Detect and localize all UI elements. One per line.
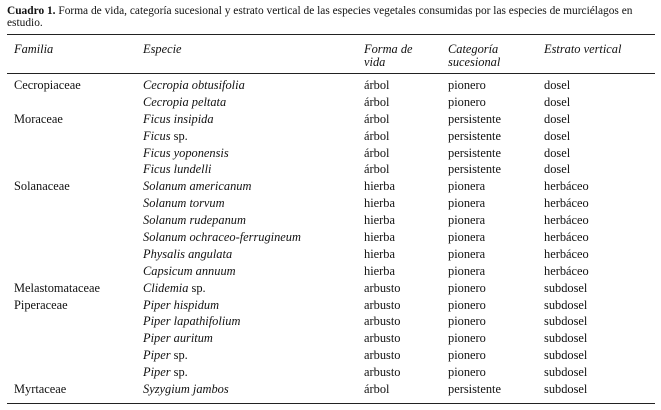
cell-categoria: pionera — [448, 179, 486, 194]
table-row — [0, 112, 661, 129]
table-row — [0, 281, 661, 298]
cell-especie — [143, 314, 240, 329]
cell-forma-de-vida: árbol — [364, 111, 390, 126]
cell-forma-de-vida: arbusto — [364, 365, 401, 380]
cell-forma-de-vida: hierba — [364, 246, 395, 261]
cell-especie-suffix: sp. — [188, 280, 206, 295]
cell-categoria: pionero — [448, 94, 486, 109]
header-forma-de-vida — [364, 43, 413, 68]
cell-estrato: subdosel — [544, 314, 588, 329]
cell-categoria: persistente — [448, 111, 501, 126]
cell-categoria: pionero — [448, 331, 486, 346]
cell-especie-name: Piper auritum — [143, 331, 213, 346]
cell-forma-de-vida: hierba — [364, 230, 395, 245]
cell-estrato: herbáceo — [544, 179, 589, 194]
table-row — [0, 78, 661, 95]
cell-forma-de-vida: hierba — [364, 196, 395, 211]
cell-especie-name: Solanum torvum — [143, 196, 225, 211]
cell-forma-de-vida: árbol — [364, 162, 390, 177]
cell-forma-de-vida: árbol — [364, 128, 390, 143]
cell-estrato: dosel — [544, 78, 571, 92]
cell-especie-name: Ficus yoponensis — [143, 145, 229, 160]
cell-estrato: herbáceo — [544, 230, 589, 245]
cell-familia: Solanaceae — [14, 179, 70, 194]
cell-estrato: subdosel — [544, 365, 588, 380]
table-row — [0, 129, 661, 146]
cell-especie-name: Syzygium jambos — [143, 382, 229, 397]
cell-especie-name: Cecropia peltata — [143, 94, 227, 109]
table-row — [0, 162, 661, 179]
table-row — [0, 247, 661, 264]
header-rule — [7, 73, 655, 74]
cell-forma-de-vida: arbusto — [364, 297, 401, 312]
cell-especie — [143, 162, 211, 177]
cell-especie — [143, 298, 219, 313]
cell-especie-name: Piper lapathifolium — [143, 314, 241, 329]
cell-estrato: dosel — [544, 94, 571, 109]
cell-categoria: pionera — [448, 213, 486, 228]
cell-categoria: pionera — [448, 263, 486, 278]
table-row — [0, 213, 661, 230]
cell-categoria: pionera — [448, 230, 486, 245]
cell-estrato: subdosel — [544, 382, 588, 397]
table-row — [0, 146, 661, 163]
top-rule — [7, 34, 655, 35]
caption-text: Forma de vida, categoría sucesional y estrato vertical de las especies vegetales consumidas por las especies de murciélagos en estudio. — [7, 5, 633, 29]
cell-categoria: persistente — [448, 382, 501, 397]
table-row — [0, 196, 661, 213]
cell-forma-de-vida: hierba — [364, 179, 395, 194]
cell-estrato: herbáceo — [544, 196, 589, 211]
cell-estrato: dosel — [544, 145, 571, 160]
cell-forma-de-vida: arbusto — [364, 314, 401, 329]
table-row — [0, 382, 661, 399]
header-forma-line1: Forma de — [364, 42, 413, 56]
cell-categoria: persistente — [448, 128, 501, 143]
cell-familia: Moraceae — [14, 111, 63, 126]
cell-especie-name: Piper hispidum — [143, 297, 220, 312]
table-row — [0, 365, 661, 382]
cell-especie-name: Piper — [143, 365, 171, 380]
cell-especie-name: Physalis angulata — [143, 246, 233, 261]
table-body — [0, 78, 661, 399]
header-categoria-line1: Categoría — [448, 42, 499, 56]
header-categoria-sucesional — [448, 43, 500, 68]
cell-especie — [143, 331, 213, 346]
table-row — [0, 298, 661, 315]
table-row — [0, 230, 661, 247]
cell-categoria: pionero — [448, 314, 486, 329]
table-row — [0, 264, 661, 281]
cell-especie — [143, 129, 188, 144]
table-row — [0, 95, 661, 112]
cell-estrato: subdosel — [544, 297, 588, 312]
cell-especie — [143, 348, 188, 363]
cell-forma-de-vida: árbol — [364, 78, 390, 92]
header-forma-line2: vida — [364, 54, 386, 69]
cell-especie — [143, 179, 251, 194]
cell-forma-de-vida: arbusto — [364, 348, 401, 363]
cell-estrato: dosel — [544, 128, 571, 143]
cell-familia: Myrtaceae — [14, 382, 67, 397]
cell-forma-de-vida: arbusto — [364, 280, 401, 295]
cell-especie — [143, 95, 226, 110]
cell-especie — [143, 112, 214, 127]
cell-estrato: subdosel — [544, 280, 588, 295]
cell-especie-name: Solanum americanum — [143, 179, 252, 194]
cell-especie-suffix: sp. — [170, 128, 188, 143]
bottom-rule — [7, 403, 655, 404]
header-familia: Familia — [14, 42, 54, 56]
table-caption — [7, 5, 657, 29]
cell-familia: Cecropiaceae — [14, 78, 81, 92]
cell-especie — [143, 247, 232, 262]
cell-categoria: pionera — [448, 196, 486, 211]
cell-forma-de-vida: árbol — [364, 145, 390, 160]
cell-forma-de-vida: árbol — [364, 382, 390, 397]
cell-estrato: subdosel — [544, 331, 588, 346]
cell-forma-de-vida: árbol — [364, 94, 390, 109]
cell-categoria: pionera — [448, 246, 486, 261]
table-row — [0, 179, 661, 196]
cell-especie-name: Cecropia obtusifolia — [143, 78, 245, 92]
header-especie: Especie — [143, 42, 182, 56]
cell-especie — [143, 78, 245, 93]
cell-especie — [143, 281, 206, 296]
cell-especie — [143, 213, 246, 228]
header-categoria-line2: sucesional — [448, 54, 501, 69]
cell-especie — [143, 382, 229, 397]
header-estrato-vertical: Estrato vertical — [544, 42, 622, 56]
cell-categoria: persistente — [448, 162, 501, 177]
cell-especie-name: Ficus — [143, 128, 171, 143]
cell-categoria: pionero — [448, 365, 486, 380]
cell-forma-de-vida: hierba — [364, 263, 395, 278]
cell-especie — [143, 146, 229, 161]
cell-familia: Melastomataceae — [14, 280, 100, 295]
cell-categoria: pionero — [448, 280, 486, 295]
cell-familia: Piperaceae — [14, 297, 68, 312]
caption-label: Cuadro 1. — [7, 5, 56, 17]
cell-especie — [143, 230, 301, 245]
cell-especie-name: Ficus insipida — [143, 111, 214, 126]
cell-especie-name: Solanum rudepanum — [143, 213, 246, 228]
cell-categoria: pionero — [448, 348, 486, 363]
table-row — [0, 331, 661, 348]
cell-especie — [143, 264, 236, 279]
cell-especie-suffix: sp. — [170, 365, 188, 380]
cell-categoria: pionero — [448, 297, 486, 312]
cell-estrato: dosel — [544, 111, 571, 126]
cell-especie-suffix: sp. — [170, 348, 188, 363]
cell-especie — [143, 365, 188, 380]
cell-especie-name: Capsicum annuum — [143, 263, 236, 278]
cell-categoria: pionero — [448, 78, 486, 92]
cell-estrato: subdosel — [544, 348, 588, 363]
cell-especie — [143, 196, 225, 211]
cell-especie-name: Piper — [143, 348, 171, 363]
cell-estrato: dosel — [544, 162, 571, 177]
cell-categoria: persistente — [448, 145, 501, 160]
cell-especie-name: Solanum ochraceo-ferrugineum — [143, 230, 301, 245]
cell-forma-de-vida: arbusto — [364, 331, 401, 346]
cell-estrato: herbáceo — [544, 213, 589, 228]
cell-estrato: herbáceo — [544, 246, 589, 261]
cell-forma-de-vida: hierba — [364, 213, 395, 228]
table-row — [0, 314, 661, 331]
cell-especie-name: Clidemia — [143, 280, 189, 295]
cell-estrato: herbáceo — [544, 263, 589, 278]
table-row — [0, 348, 661, 365]
cell-especie-name: Ficus lundelli — [143, 162, 212, 177]
